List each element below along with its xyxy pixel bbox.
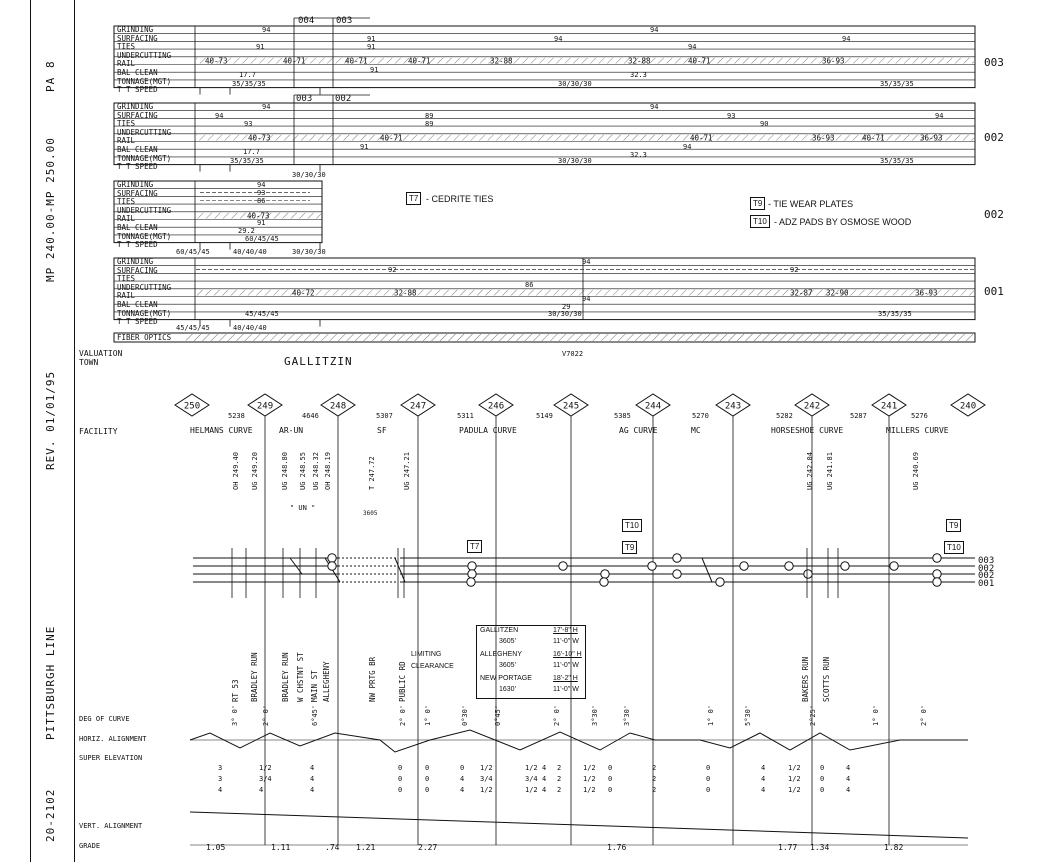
p2-val: 89	[425, 120, 434, 128]
rail-label: 36-93	[812, 133, 835, 143]
super-elevation-value: 3	[218, 775, 223, 783]
facility-name: PADULA CURVE	[459, 426, 517, 435]
super-elevation-value: 0	[425, 764, 430, 772]
deg-of-curve-label: DEG OF CURVE	[79, 715, 130, 723]
marker-t10: T10	[622, 519, 642, 532]
p2-val: 30/30/30	[558, 157, 592, 165]
grade-value: 1.76	[607, 843, 627, 852]
town-name: GALLITZIN	[284, 355, 353, 368]
super-elevation-value: 2	[652, 775, 657, 783]
facility-code: 5276	[911, 412, 928, 420]
p1-val: 91	[256, 43, 265, 51]
grade-value: 1.05	[206, 843, 226, 852]
p4-speed-below: 40/40/40	[233, 324, 267, 332]
facility-code: 4646	[302, 412, 319, 420]
p3-val: 91	[257, 219, 266, 227]
facility-offset: UG 249.20	[251, 452, 259, 490]
super-elevation-value: 1/2	[583, 775, 596, 783]
p2-val: 35/35/35	[230, 157, 264, 165]
p2-val: 91	[360, 143, 369, 151]
super-elevation-value: 0	[608, 775, 613, 783]
clearance-height: 18'-2" H	[553, 675, 578, 682]
rail-label: 36-93	[822, 56, 845, 66]
p3-val: 60/45/45	[245, 235, 279, 243]
super-elevation-value: 0	[398, 764, 403, 772]
p3-speed-below: 40/40/40	[233, 248, 267, 256]
structure-name: MAIN ST	[310, 670, 319, 702]
super-elevation-value: 4	[542, 775, 547, 783]
horiz-alignment-label: HORIZ. ALIGNMENT	[79, 735, 147, 743]
super-elevation-value: 3	[218, 764, 223, 772]
p4-val: 35/35/35	[878, 310, 912, 318]
facility-offset: UG 248.80	[281, 452, 289, 490]
track-numbers: 003 002 002 001	[978, 556, 995, 589]
rail-label: 40-73	[205, 56, 228, 66]
facility-name: SF	[377, 426, 387, 435]
milepost-number: 240	[959, 401, 977, 412]
facility-name: MC	[691, 426, 701, 435]
super-elevation-value: 1/2	[788, 775, 801, 783]
super-elevation-value: 4	[846, 786, 851, 794]
p4-val: 30/30/30	[548, 310, 582, 318]
p2-val: 32.3	[630, 151, 647, 159]
signal-circle	[600, 578, 608, 586]
signal-circle	[648, 562, 656, 570]
signal-circle	[841, 562, 849, 570]
super-elevation-value: 1/2	[583, 786, 596, 794]
super-elevation-value: 3/4	[525, 775, 538, 783]
degree-of-curve: 3°30'	[591, 704, 599, 726]
p1-val: 91	[367, 43, 376, 51]
legend-t7-box: T7	[406, 192, 421, 205]
degree-of-curve: 1° 0'	[424, 704, 432, 726]
legend-t9-box: T9	[750, 197, 765, 210]
milepost-range: MP 240.00-MP 250.00	[44, 137, 57, 282]
signal-circle	[467, 578, 475, 586]
clearance-distance: 3605'	[499, 638, 516, 645]
p1-val: 35/35/35	[880, 80, 914, 88]
structure-name: RT 53	[231, 679, 240, 702]
grade-value: 1.11	[271, 843, 291, 852]
p4-val: 94	[582, 295, 591, 303]
degree-of-curve: 3° 0'	[231, 704, 239, 726]
rail-label: 40-71	[345, 56, 368, 66]
super-elevation-value: 2	[557, 786, 562, 794]
super-elevation-value: 1/2	[480, 786, 493, 794]
degree-of-curve: 2° 0'	[920, 704, 928, 726]
p3-top-speed: 30/30/30	[292, 171, 326, 179]
p2-val: 93	[244, 120, 253, 128]
degree-of-curve: 2° 0'	[399, 704, 407, 726]
clearance-width: 11'-0" W	[553, 662, 579, 669]
clearance-height: 16'-10" H	[553, 651, 582, 658]
signal-circle	[933, 554, 941, 562]
p1-val: 30/30/30	[558, 80, 592, 88]
super-elevation-value: 0	[608, 764, 613, 772]
p2-val: 94	[215, 112, 224, 120]
panel-003-labels: GRINDING SURFACING TIES UNDERCUTTING RAIL BAL CLEAN TONNAGE(MGT) T T SPEED	[117, 25, 172, 95]
clearance-width: 11'-0" W	[553, 686, 579, 693]
super-elevation-value: 4	[846, 775, 851, 783]
super-elevation-value: 0	[460, 764, 465, 772]
signal-circle	[716, 578, 724, 586]
structure-name: BAKERS RUN	[801, 656, 810, 702]
signal-circle	[740, 562, 748, 570]
clearance-distance: 1630'	[499, 686, 516, 693]
p2-val: 94	[683, 143, 692, 151]
facility-3605: 3605	[363, 510, 378, 517]
facility-offset: UG 242.04	[806, 452, 814, 490]
milepost-number: 248	[329, 401, 347, 412]
rail-label: 32-90	[826, 288, 849, 298]
super-elevation-value: 1/2	[525, 786, 538, 794]
fiber-optics-hatch	[186, 334, 974, 341]
state-number: 8	[44, 60, 57, 68]
super-elevation-value: 2	[557, 764, 562, 772]
super-elevation-value: 4	[259, 786, 264, 794]
degree-of-curve: 2°25'	[809, 704, 817, 726]
revision-date: REV. 01/01/95	[44, 370, 57, 470]
limiting-clearance-label: LIMITING CLEARANCE	[411, 651, 454, 670]
degree-of-curve: 0°45'	[494, 704, 502, 726]
structure-name: NW PRTG BR	[368, 656, 377, 702]
p1-val: 91	[370, 66, 379, 74]
super-elevation-value: 0	[820, 764, 825, 772]
degree-of-curve: 2° 0'	[262, 704, 270, 726]
super-elevation-value: 0	[706, 764, 711, 772]
un-note: " UN "	[290, 504, 316, 512]
p2-val: 35/35/35	[880, 157, 914, 165]
signal-circle	[933, 570, 941, 578]
panel1-header-003: 003	[336, 16, 353, 26]
horiz-alignment-curve	[190, 730, 968, 752]
rail-label: 40-73	[247, 211, 270, 221]
clearance-name: NEW PORTAGE	[480, 675, 532, 682]
milepost-number: 243	[724, 401, 742, 412]
facility-code: 5238	[228, 412, 245, 420]
degree-of-curve: 6°45'	[311, 704, 319, 726]
clearance-height: 17'-8" H	[553, 627, 578, 634]
signal-circle	[785, 562, 793, 570]
super-elevation-value: 4	[846, 764, 851, 772]
super-elevation-value: 4	[761, 775, 766, 783]
degree-of-curve: 0°30'	[461, 704, 469, 726]
super-elevation-value: 4	[460, 775, 465, 783]
signal-circle	[673, 554, 681, 562]
p1-val: 94	[688, 43, 697, 51]
super-elevation-value: 1/2	[788, 786, 801, 794]
facility-code: 5282	[776, 412, 793, 420]
panel3-track-no: 002	[984, 208, 1004, 221]
super-elevation-value: 4	[761, 764, 766, 772]
facility-code: 5385	[614, 412, 631, 420]
milepost-number: 247	[409, 401, 427, 412]
signal-circle	[804, 570, 812, 578]
facility-offset: UG 248.55	[299, 452, 307, 490]
super-elevation-value: 1/2	[480, 764, 493, 772]
facility-name: HORSESHOE CURVE	[771, 426, 844, 435]
super-elevation-value: 3/4	[480, 775, 493, 783]
crossover	[395, 558, 405, 582]
signal-circle	[890, 562, 898, 570]
signal-circle	[328, 562, 336, 570]
rail-label: 36-93	[915, 288, 938, 298]
facility-name: AG CURVE	[619, 426, 658, 435]
signal-circle	[673, 570, 681, 578]
rail-label: 40-71	[862, 133, 885, 143]
super-elevation-value: 3/4	[259, 775, 272, 783]
chart-code: 20-2102	[44, 788, 57, 842]
facility-offset: OH 248.19	[324, 452, 332, 490]
panel2-header-003: 003	[296, 94, 313, 104]
p2-val: 94	[935, 112, 944, 120]
grade-label: GRADE	[79, 842, 101, 850]
super-elevation-value: 1/2	[525, 764, 538, 772]
legend-t9-text: - TIE WEAR PLATES	[768, 199, 854, 209]
rail-label: 32-88	[628, 56, 651, 66]
p4-val: 29	[562, 303, 571, 311]
p3-val: 29.2	[238, 227, 255, 235]
milepost-number: 241	[880, 401, 898, 412]
p4-val: 94	[582, 258, 591, 266]
degree-of-curve: 5°30'	[744, 704, 752, 726]
p1-val: 94	[554, 35, 563, 43]
p1-val: 35/35/35	[232, 80, 266, 88]
super-elevation-label: SUPER ELEVATION	[79, 754, 143, 762]
super-elevation-value: 2	[652, 786, 657, 794]
super-elevation-value: 4	[310, 764, 315, 772]
marker-t9: T9	[946, 519, 961, 532]
super-elevation-value: 4	[542, 786, 547, 794]
panel2-track-no: 002	[984, 131, 1004, 144]
p4-val: 45/45/45	[245, 310, 279, 318]
super-elevation-value: 4	[542, 764, 547, 772]
grade-value: .74	[325, 843, 340, 852]
facility-offset: UG 241.81	[826, 452, 834, 490]
rail-label: 32-88	[394, 288, 417, 298]
super-elevation-value: 0	[608, 786, 613, 794]
rail-label: 40-71	[380, 133, 403, 143]
milepost-number: 250	[183, 401, 201, 412]
degree-of-curve: 3°30'	[623, 704, 631, 726]
super-elevation-value: 0	[398, 786, 403, 794]
super-elevation-value: 4	[761, 786, 766, 794]
super-elevation-value: 0	[820, 775, 825, 783]
rail-label: 40-71	[690, 133, 713, 143]
facility-offset: OH 249.40	[232, 452, 240, 490]
super-elevation-value: 0	[425, 786, 430, 794]
legend-t7-text: - CEDRITE TIES	[426, 194, 494, 204]
super-elevation-value: 1/2	[788, 764, 801, 772]
panel1-track-no: 003	[984, 56, 1004, 69]
vert-alignment-label: VERT. ALIGNMENT	[79, 822, 143, 830]
clearance-name: ALLEGHENY	[480, 651, 523, 658]
p1-val: 94	[842, 35, 851, 43]
line-name: PITTSBURGH LINE	[44, 625, 57, 740]
marker-t9: T9	[622, 541, 637, 554]
signal-circle	[468, 570, 476, 578]
super-elevation-value: 4	[218, 786, 223, 794]
p1-val: 91	[367, 35, 376, 43]
p1-val: 17.7	[239, 71, 256, 79]
facility-name: HELMANS CURVE	[190, 426, 253, 435]
super-elevation-value: 1/2	[259, 764, 272, 772]
panel-002-labels: GRINDING SURFACING TIES UNDERCUTTING RAIL BAL CLEAN TONNAGE(MGT) T T SPEED	[117, 102, 172, 172]
super-elevation-value: 0	[706, 786, 711, 794]
p1-val: 94	[262, 26, 271, 34]
facility-offset: UG 248.32	[312, 452, 320, 490]
vert-alignment-line	[190, 812, 968, 838]
legend-t10-text: - ADZ PADS BY OSMOSE WOOD	[774, 217, 912, 227]
rail-hatch	[196, 135, 974, 141]
rail-label: 40-72	[292, 288, 315, 298]
grade-value: 2.27	[418, 843, 438, 852]
facility-code: 5149	[536, 412, 553, 420]
super-elevation-value: 4	[310, 786, 315, 794]
marker-t7: T7	[467, 540, 482, 553]
p4-val: 92	[388, 266, 397, 274]
grade-value: 1.77	[778, 843, 798, 852]
panel1-header-004: 004	[298, 16, 315, 26]
degree-of-curve: 2° 0'	[553, 704, 561, 726]
facility-code: 5270	[692, 412, 709, 420]
rail-label: 40-71	[283, 56, 306, 66]
p3-speed-below: 60/45/45	[176, 248, 210, 256]
facility-name: MILLERS CURVE	[886, 426, 949, 435]
panel-002b-labels: GRINDING SURFACING TIES UNDERCUTTING RAIL BAL CLEAN TONNAGE(MGT) T T SPEED	[117, 180, 172, 250]
rail-label: 40-71	[408, 56, 431, 66]
milepost-number: 244	[644, 401, 662, 412]
facility-code: 5307	[376, 412, 393, 420]
clearance-distance: 3605'	[499, 662, 516, 669]
p2-val: 17.7	[243, 148, 260, 156]
facility-label: FACILITY	[79, 427, 118, 436]
panel4-track-no: 001	[984, 285, 1004, 298]
signal-circle	[328, 554, 336, 562]
super-elevation-value: 0	[706, 775, 711, 783]
facility-name: AR-UN	[279, 426, 304, 435]
panel-001-labels: GRINDING SURFACING TIES UNDERCUTTING RAIL BAL CLEAN TONNAGE(MGT) T T SPEED	[117, 257, 172, 327]
crossover	[702, 558, 712, 582]
valuation-code: V7022	[562, 350, 584, 358]
p2-val: 93	[727, 112, 736, 120]
facility-code: 5311	[457, 412, 474, 420]
structure-name: PUBLIC RD	[398, 661, 407, 702]
p3-val: 86	[257, 197, 266, 205]
signal-circle	[468, 562, 476, 570]
structure-name: ALLEGHENY	[322, 661, 331, 702]
state-abbrev: PA	[44, 76, 57, 92]
degree-of-curve: 1° 0'	[707, 704, 715, 726]
rail-label: 32-87	[790, 288, 813, 298]
super-elevation-value: 0	[820, 786, 825, 794]
structure-name: W CHSTNT ST	[296, 652, 305, 702]
p3-val: 93	[257, 189, 266, 197]
rail-label: 40-73	[248, 133, 271, 143]
legend-t10-box: T10	[750, 215, 770, 228]
milepost-number: 245	[562, 401, 580, 412]
marker-t10: T10	[944, 541, 964, 554]
p4-val: 92	[790, 266, 799, 274]
facility-offset: UG 240.69	[912, 452, 920, 490]
p2-val: 89	[425, 112, 434, 120]
p2-val: 90	[760, 120, 769, 128]
p4-speed-below: 45/45/45	[176, 324, 210, 332]
super-elevation-value: 4	[310, 775, 315, 783]
p2-val: 94	[650, 103, 659, 111]
grade-value: 1.34	[810, 843, 830, 852]
rail-hatch	[196, 58, 974, 64]
fiber-optics-label: FIBER OPTICS	[117, 333, 172, 342]
rail-label: 36-93	[920, 133, 943, 143]
milepost-number: 249	[256, 401, 274, 412]
super-elevation-value: 2	[652, 764, 657, 772]
p1-val: 94	[650, 26, 659, 34]
grade-value: 1.21	[356, 843, 376, 852]
clearance-width: 11'-0" W	[553, 638, 579, 645]
panel2-header-002: 002	[335, 94, 352, 104]
clearance-name: GALLITZEN	[480, 627, 519, 634]
signal-circle	[933, 578, 941, 586]
structure-name: BRADLEY RUN	[250, 652, 259, 702]
p1-val: 32.3	[630, 71, 647, 79]
p3-val: 94	[257, 181, 266, 189]
grade-value: 1.82	[884, 843, 904, 852]
degree-of-curve: 1° 0'	[872, 704, 880, 726]
valuation-town-label: VALUATION TOWN	[79, 349, 123, 367]
milepost-number: 246	[487, 401, 505, 412]
super-elevation-value: 1/2	[583, 764, 596, 772]
super-elevation-value: 0	[398, 775, 403, 783]
p4-val: 86	[525, 281, 534, 289]
signal-circle	[559, 562, 567, 570]
signal-circle	[601, 570, 609, 578]
p2-val: 94	[262, 103, 271, 111]
structure-name: BRADLEY RUN	[281, 652, 290, 702]
clearance-table	[476, 625, 586, 699]
super-elevation-value: 2	[557, 775, 562, 783]
facility-offset: UG 247.21	[403, 452, 411, 490]
facility-code: 5287	[850, 412, 867, 420]
rail-label: 32-88	[490, 56, 513, 66]
super-elevation-value: 4	[460, 786, 465, 794]
p3-speed-below: 30/30/30	[292, 248, 326, 256]
super-elevation-value: 0	[425, 775, 430, 783]
rail-label: 40-71	[688, 56, 711, 66]
structure-name: SCOTTS RUN	[822, 656, 831, 702]
milepost-number: 242	[803, 401, 821, 412]
facility-offset: T 247.72	[368, 456, 376, 490]
